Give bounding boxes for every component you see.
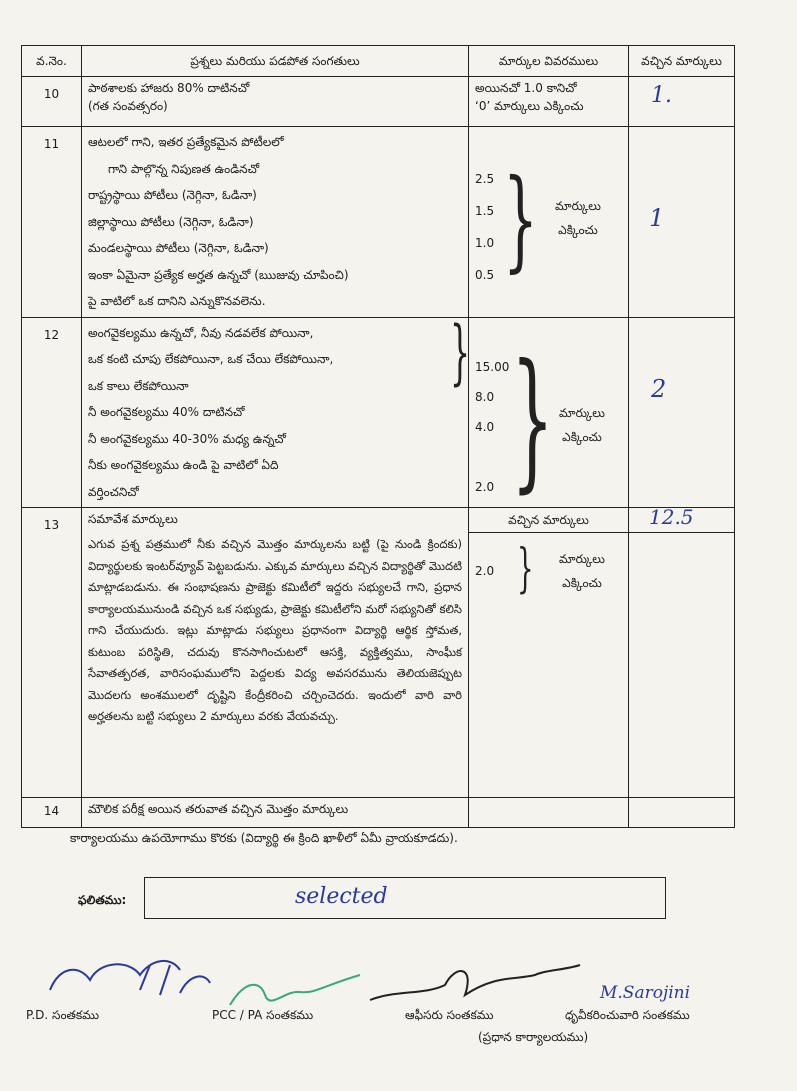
verifier-signature-label: ధృవీకరించువారి సంతకము (565, 1008, 690, 1022)
table-row (22, 127, 735, 318)
marks-values: 15.00 8.0 4.0 2.0 (475, 359, 510, 494)
pd-signature-label: P.D. సంతకము (26, 1008, 100, 1022)
marks-obtained-cell (629, 77, 735, 127)
result-label: ఫలితము: (78, 893, 127, 907)
curly-brace-icon: } (450, 310, 471, 393)
row-number: 10 (22, 77, 82, 127)
handwritten-mark: 12.5 (649, 505, 694, 529)
handwritten-mark: 1. (651, 83, 672, 108)
marks-obtained-cell (629, 505, 735, 798)
marks-table (21, 45, 735, 828)
header-sno: వ.నెం. (22, 46, 82, 77)
head-office-label: (ప్రధాన కార్యాలయము) (478, 1030, 589, 1044)
marks-label: మార్కులు ఎక్కించు (559, 405, 605, 444)
curly-brace-icon: } (511, 332, 554, 507)
result-box (144, 877, 666, 919)
question-text: మౌలిక పరీక్ష అయిన తరువాత వచ్చిన మొత్తం మార్కులు (82, 798, 469, 828)
question-text: పాఠశాలకు హాజరు 80% దాటినచో (గత సంవత్సరం) (82, 77, 469, 127)
marks-obtained-label: వచ్చిన మార్కులు (469, 508, 628, 533)
handwritten-mark: 1 (649, 204, 665, 232)
office-use-note: కార్యాలయము ఉపయోగాము కొరకు (విద్యార్థి ఈ క్రింది ఖాళీలో ఏమీ వ్రాయకూడదు). (70, 831, 458, 845)
table-row (22, 508, 735, 798)
header-marks-obtained: వచ్చిన మార్కులు (629, 46, 735, 77)
header-marks-details: మార్కుల వివరములు (469, 46, 629, 77)
marks-label: మార్కులు ఎక్కించు (555, 199, 601, 237)
question-text: అంగవైకల్యము ఉన్నచో, నీవు నడవలేక పోయినా, ఒక కంటి చూపు లేకపోయినా, ఒక చేయి లేకపోయినా, ఒక కాలు లేకపోయినా నీ అంగవైకల్యము 40% దాటినచో నీ అంగవైకల్యము 40-30% మధ్య ఉన్నచో నీకు అంగవైకల్యము ఉండి పై వాటిలో ఏది వర్తించనిచో } (82, 317, 469, 508)
row-number: 14 (22, 798, 82, 828)
table-row (22, 77, 735, 127)
marks-obtained-cell (629, 317, 735, 508)
marks-obtained-cell (629, 798, 735, 828)
pcc-signature-label: PCC / PA సంతకము (212, 1008, 314, 1022)
marks-details: అయినచో 1.0 కానిచో ‘0’ మార్కులు ఎక్కించు (469, 77, 629, 127)
marks-details (469, 798, 629, 828)
result-handwritten: selected (295, 884, 388, 909)
question-text: సమావేశ మార్కులు ఎగువ ప్రశ్న పత్రములో నీకు వచ్చిన మొత్తం మార్కులను బట్టి (పై నుండి క్రిందకు) విద్యార్థులకు ఇంటర్‌వ్యూవ్ పెట్టబడును. ఎక్కువ మార్కులు వచ్చిన విద్యార్థితో మొదటి మాట్లాడబడును. ఈ సంభాషణను ప్రాజెక్టు కమిటీలో ఇద్దరు సభ్యులచే గాని, ప్రధాన కార్యాలయమునుండి వచ్చిన ఒక సభ్యుడు, ప్రాజెక్టు కమిటీలోని మరో సభ్యునితో కలిసి గాని చేయుదురు. ఇట్లు మాట్లాడు సభ్యులు ప్రధానంగా విద్యార్థి ఆర్థిక స్తోమత, కుటుంబ పరిస్థితి, చదువు కొనసాగించుటలో ఆసక్తి, వ్యక్తిత్వము, సాంఘీక సేవాతత్పరత, వారిసంఘములోని పెద్దలకు విద్య అవసరమును తెలియజెప్పుట మొదలగు అంశములలో దృష్టిని కేంద్రీకరించి చర్చించెదరు. ఇందులో వారి వారి అర్హతలను బట్టి సభ్యులు 2 మార్కులు వరకు వేయవచ్చు. (82, 508, 469, 798)
interview-description: ఎగువ ప్రశ్న పత్రములో నీకు వచ్చిన మొత్తం మార్కులను బట్టి (పై నుండి క్రిందకు) విద్యార్థులకు ఇంటర్‌వ్యూవ్ పెట్టబడును. ఎక్కువ మార్కులు వచ్చిన విద్యార్థితో మొదటి మాట్లాడబడును. ఈ సంభాషణను ప్రాజెక్టు కమిటీలో ఇద్దరు సభ్యులచే గాని, ప్రధాన కార్యాలయమునుండి వచ్చిన ఒక సభ్యుడు, ప్రాజెక్టు కమిటీలోని మరో సభ్యునితో కలిసి గాని చేయుదురు. ఇట్లు మాట్లాడు సభ్యులు ప్రధానంగా విద్యార్థి ఆర్థిక స్తోమత, కుటుంబ పరిస్థితి, చదువు కొనసాగించుటలో ఆసక్తి, వ్యక్తిత్వము, సాంఘీక సేవాతత్పరత, వారిసంఘములోని పెద్దలకు విద్య అవసరమును తెలియజెప్పుట మొదలగు అంశములలో దృష్టిని కేంద్రీకరించి చర్చించెదరు. ఇందులో వారి వారి అర్హతలను బట్టి సభ్యులు 2 మార్కులు వరకు వేయవచ్చు. (88, 537, 462, 723)
curly-brace-icon: } (517, 539, 534, 599)
curly-brace-icon: } (503, 155, 538, 283)
officer-signature-label: ఆఫీసరు సంతకము (405, 1008, 494, 1022)
marks-label: మార్కులు ఎక్కించు (559, 552, 605, 590)
pd-signature (40, 935, 220, 1015)
marks-details (469, 317, 629, 508)
marks-details (469, 127, 629, 318)
row-number: 11 (22, 127, 82, 318)
row-number: 12 (22, 317, 82, 508)
row-number: 13 (22, 508, 82, 798)
marks-values: 2.5 1.5 1.0 0.5 (475, 172, 495, 282)
question-text: ఆటలలో గాని, ఇతర ప్రత్యేకమైన పోటీలలో గాని పాల్గొన్న నిపుణత ఉండినచో రాష్ట్రస్థాయి పోటీలు (నెగ్గినా, ఓడినా) జిల్లాస్థాయి పోటీలు (నెగ్గినా, ఓడినా) మండలస్థాయి పోటీలు (నెగ్గినా, ఓడినా) ఇంకా ఏమైనా ప్రత్యేక అర్హత ఉన్నచో (ఋజువు చూపించి) పై వాటిలో ఒక దానిని ఎన్నుకొనవలెను. (82, 127, 469, 318)
verifier-signature: M.Sarojini (600, 983, 691, 1003)
table-row (22, 798, 735, 828)
header-question: ప్రశ్నలు మరియు పడపోత సంగతులు (82, 46, 469, 77)
table-header-row (22, 46, 735, 77)
officer-signature (365, 955, 585, 1015)
table-row (22, 317, 735, 508)
handwritten-mark: 2 (651, 374, 667, 403)
marks-values: 2.0 (475, 564, 495, 578)
marks-obtained-cell (629, 127, 735, 318)
marks-details (469, 508, 629, 798)
